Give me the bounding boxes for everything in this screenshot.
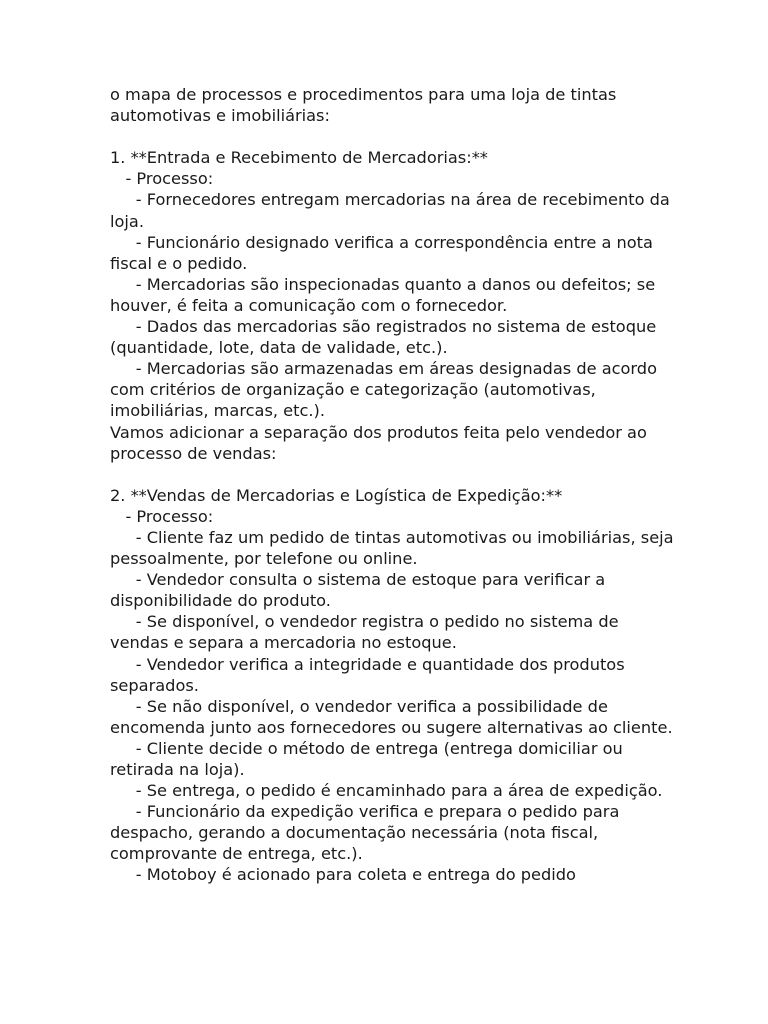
section-2-item: - Motoboy é acionado para coleta e entrega do pedido (110, 865, 576, 885)
spacer (110, 126, 680, 147)
document-body (110, 84, 680, 886)
section-1-item: - Mercadorias são inspecionadas quanto a danos ou defeitos; se houver, é feita a comunicação com o fornecedor. (110, 274, 661, 315)
section-1-item: - Mercadorias são armazenadas em áreas designadas de acordo com critérios de organização e categorização (automotivas, imobiliárias, marcas, etc.). (110, 359, 663, 421)
section-2-item: - Se disponível, o vendedor registra o pedido no sistema de vendas e separa a mercadoria no estoque. (110, 612, 624, 653)
section-2-heading: 2. **Vendas de Mercadorias e Logística de Expedição:** (110, 485, 563, 505)
section-2-item: - Cliente faz um pedido de tintas automotivas ou imobiliárias, seja pessoalmente, por telefone ou online. (110, 527, 679, 569)
section-1-process-label: - Processo: (110, 169, 214, 189)
section-2-item: - Vendedor consulta o sistema de estoque para verificar a disponibilidade do produto. (110, 570, 611, 611)
section-1-heading: 1. **Entrada e Recebimento de Mercadorias:** (110, 148, 488, 168)
intro-paragraph: o mapa de processos e procedimentos para uma loja de tintas automotivas e imobiliárias: (110, 85, 622, 126)
transition-paragraph: Vamos adicionar a separação dos produtos feita pelo vendedor ao processo de vendas: (110, 422, 652, 463)
section-1-item: - Funcionário designado verifica a correspondência entre a nota fiscal e o pedido. (110, 232, 659, 273)
section-2-item: - Se entrega, o pedido é encaminhado para a área de expedição. (110, 781, 663, 801)
section-2-item: - Vendedor verifica a integridade e quantidade dos produtos separados. (110, 654, 630, 695)
section-2-item: - Funcionário da expedição verifica e prepara o pedido para despacho, gerando a documentação necessária (nota fiscal, comprovante de entrega, etc.). (110, 802, 625, 864)
section-2-item: - Se não disponível, o vendedor verifica a possibilidade de encomenda junto aos fornecedores ou sugere alternativas ao cliente. (110, 696, 673, 737)
section-2-item: - Cliente decide o método de entrega (entrega domiciliar ou retirada na loja). (110, 738, 628, 779)
spacer (110, 464, 680, 485)
section-1-item: - Fornecedores entregam mercadorias na área de recebimento da loja. (110, 190, 676, 231)
section-1-item: - Dados das mercadorias são registrados no sistema de estoque (quantidade, lote, data de validade, etc.). (110, 317, 662, 358)
section-2-process-label: - Processo: (110, 506, 214, 526)
